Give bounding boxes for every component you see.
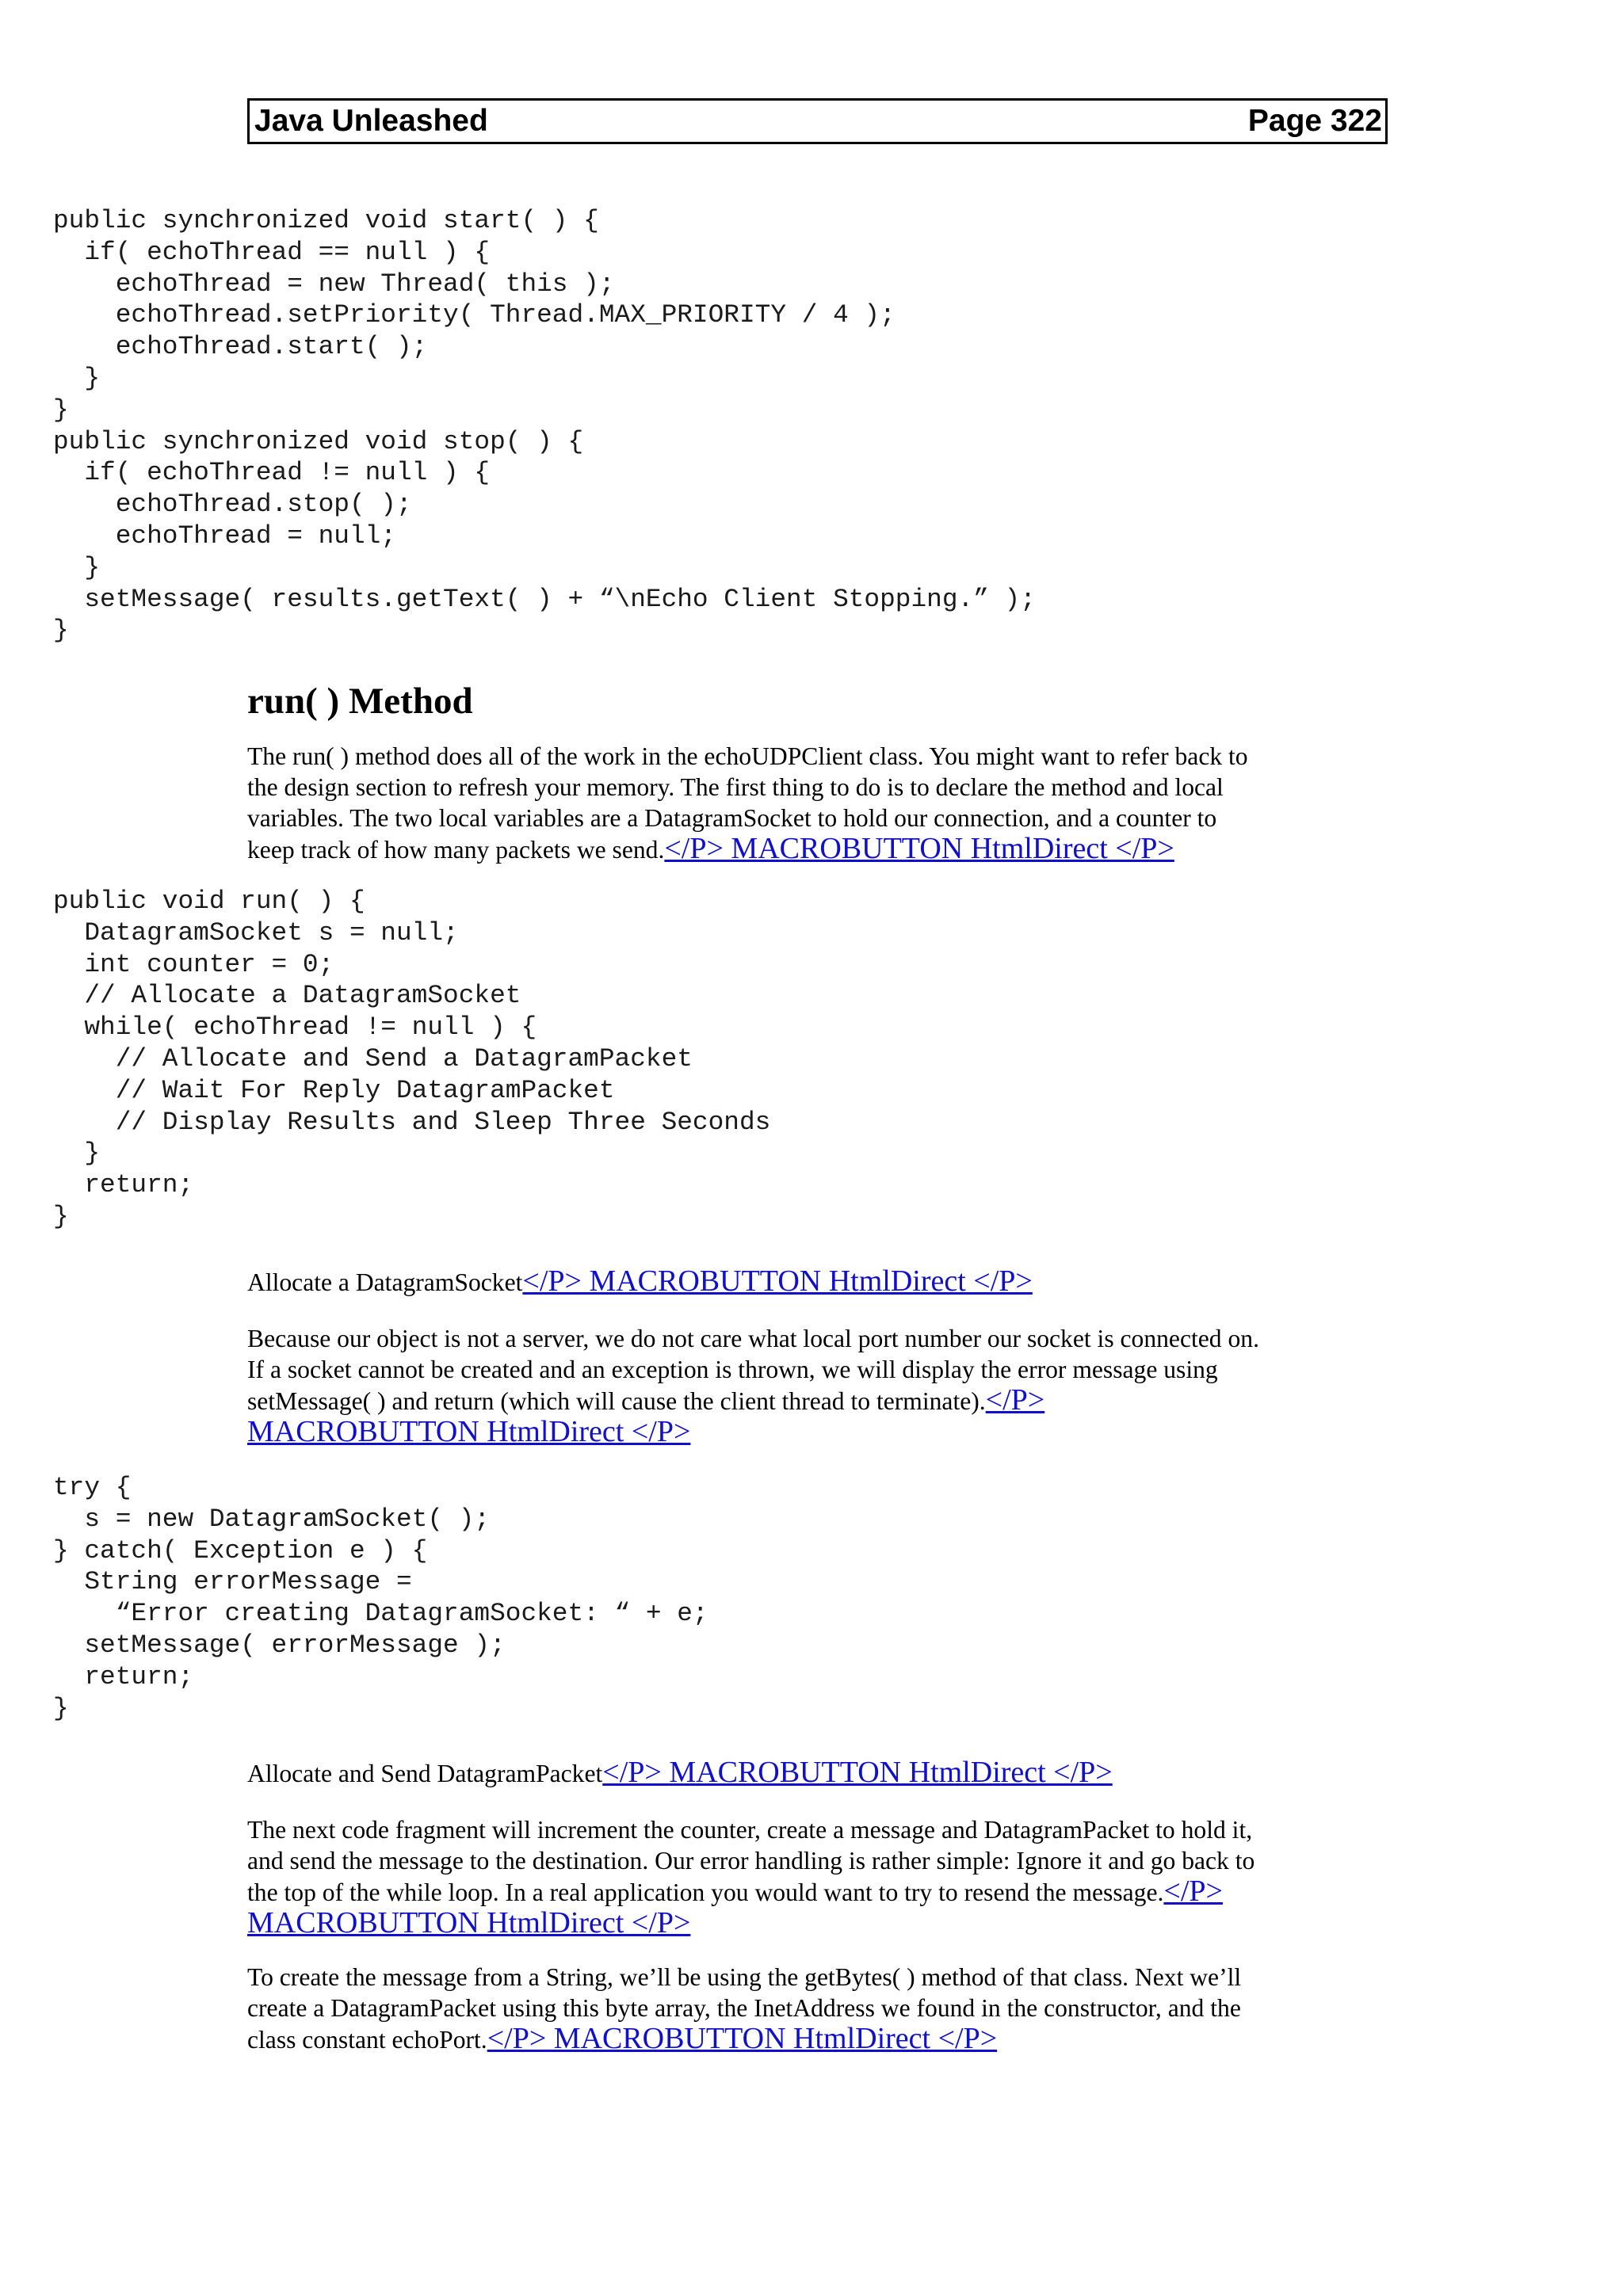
allocate-packet-paragraph-1: The next code fragment will increment the counter, create a message and DatagramPacket to hold it, and send the message to the destination. Our error handling is rather simple: Ignore it and go back to the top of the while loop. In a real application you would want to try to resend the message.</P> MACROBUTTON HtmlDirect </P> (247, 1816, 1255, 1939)
allocate-packet-paragraph-2: To create the message from a String, we’ll be using the getBytes( ) method of that class. Next we’ll create a DatagramPacket using this byte array, the InetAddress we found in the constructor, and the class constant echoPort.</P> MACROBUTTON HtmlDirect </P> (247, 1963, 1242, 2055)
run-method-paragraph: The run( ) method does all of the work in the echoUDPClient class. You might want to refer back to the design section to refresh your memory. The first thing to do is to declare the method and local variables. The two local variables are a DatagramSocket to hold our connection, and a counter to keep track of how many packets we send.</P> MACROBUTTON HtmlDirect </P> (247, 742, 1248, 865)
macrobutton-link[interactable]: </P> MACROBUTTON HtmlDirect </P> (522, 1264, 1033, 1298)
allocate-socket-paragraph: Because our object is not a server, we do not care what local port number our socket is connected on. If a socket cannot be created and an exception is thrown, we will display the error message using setMessage( ) and return (which will cause the client thread to terminate).</P> MACROBUTTON HtmlDirect </P> (247, 1325, 1259, 1448)
code-block-run: public void run( ) { DatagramSocket s = null; int counter = 0; // Allocate a DatagramSocket while( echoThread != null ) { // Allocate and Send a DatagramPacket // Wait For Reply DatagramPacket // Display Results and Sleep Three Seconds } return; } (53, 887, 771, 1231)
macrobutton-link[interactable]: </P> MACROBUTTON HtmlDirect </P> (487, 2022, 998, 2055)
macrobutton-link[interactable]: MACROBUTTON HtmlDirect </P> (247, 1906, 691, 1939)
subheading-allocate-socket: Allocate a DatagramSocket</P> MACROBUTTON HtmlDirect </P> (247, 1264, 1033, 1298)
subheading-allocate-packet: Allocate and Send DatagramPacket</P> MACROBUTTON HtmlDirect </P> (247, 1756, 1113, 1789)
page-number: Page 322 (1247, 104, 1382, 138)
book-title: Java Unleashed (254, 104, 488, 138)
section-heading-run: run( ) Method (247, 681, 473, 722)
code-block-start-stop: public synchronized void start( ) { if( echoThread == null ) { echoThread = new Thread( this ); echoThread.setPriority( Thread.MAX_PRIORITY / 4 ); echoThread.start( ); } } public synchronized void stop( ) { if( echoThread != null ) { echoThread.stop( ); echoThread = null; } setMessage( results.getText( ) + “\nEcho Client Stopping.” ); } (53, 206, 1036, 646)
macrobutton-link[interactable]: </P> (1163, 1875, 1223, 1908)
macrobutton-link[interactable]: </P> MACROBUTTON HtmlDirect </P> (602, 1756, 1113, 1789)
code-block-try-catch: try { s = new DatagramSocket( ); } catch( Exception e ) { String errorMessage = “Error creating DatagramSocket: “ + e; setMessage( errorMessage ); return; } (53, 1473, 708, 1723)
macrobutton-link[interactable]: </P> MACROBUTTON HtmlDirect </P> (664, 832, 1174, 865)
page-header (247, 98, 1388, 144)
macrobutton-link[interactable]: </P> (985, 1383, 1045, 1417)
macrobutton-link[interactable]: MACROBUTTON HtmlDirect </P> (247, 1415, 691, 1448)
